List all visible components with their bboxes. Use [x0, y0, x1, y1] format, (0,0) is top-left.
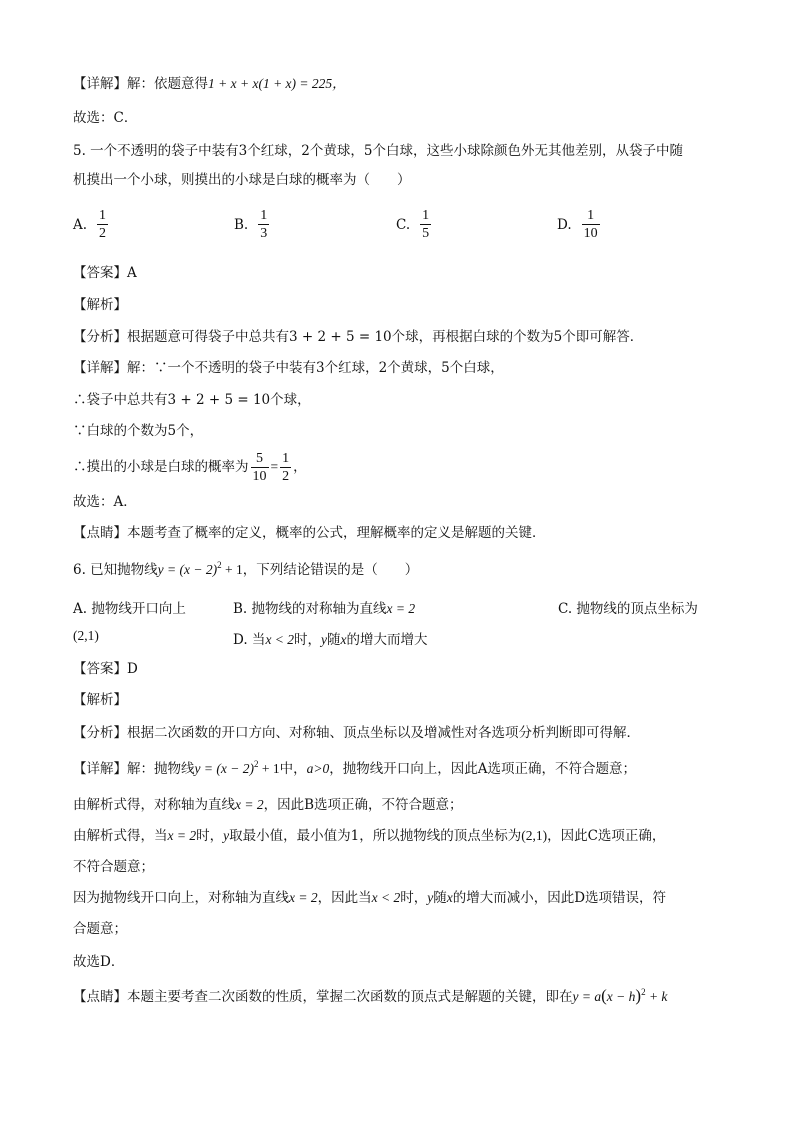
prev-detail-line: [73, 74, 346, 94]
q6-detail3: [73, 826, 665, 846]
option-text: 时，: [294, 632, 322, 648]
dianjing-tag: 【点睛】: [73, 525, 127, 541]
detail-text: 时，: [196, 828, 224, 844]
detail-text: ，因此C选项正确，: [547, 828, 666, 844]
fraction-five-tenths: [251, 450, 269, 485]
q6-option-c: C. 抛物线的顶点坐标为: [558, 601, 698, 617]
dianjing-text: 本题考查了概率的定义，概率的公式，理解概率的定义是解题的关键．: [127, 525, 546, 541]
function: y = (x − 2): [157, 562, 218, 577]
vertex-coordinate: (2,1): [73, 628, 99, 643]
fenxi-text: 根据二次函数的开口方向、对称轴、顶点坐标以及增减性对各选项分析判断即可得解．: [127, 725, 640, 741]
q6-analysis-tag: 【解析】: [73, 692, 127, 708]
numerator: 1: [587, 208, 595, 223]
option-text: 的增大而增大: [346, 632, 428, 648]
option-math: x = 2: [386, 601, 416, 616]
vertex-form-inner: x − h: [606, 989, 636, 1004]
detail-text: 解：依题意得: [127, 76, 208, 92]
detail-tag: 【详解】: [73, 761, 127, 777]
option-text: D. 当: [233, 632, 266, 648]
paren-close: ): [635, 986, 642, 1005]
vertex-form: y = a: [572, 989, 602, 1004]
exponent: 2: [641, 987, 646, 997]
var-y: y: [223, 828, 230, 843]
condition-a: a>0: [306, 761, 330, 776]
stem-text-tail: ，下列结论错误的是（ ）: [242, 562, 419, 578]
prev-conclusion: 故选：C．: [73, 110, 138, 126]
detail-text: 解：∵一个不透明的袋子中装有3个红球，2个黄球，5个白球，: [127, 360, 504, 376]
answer-value: A: [127, 265, 137, 281]
numerator: 1: [282, 451, 290, 466]
detail-text: 解：抛物线: [127, 761, 195, 777]
paren-open: (: [601, 986, 607, 1005]
dianjing-text: 本题主要考查二次函数的性质，掌握二次函数的顶点式是解题的关键，即在: [127, 989, 573, 1005]
q5-fenxi: [73, 327, 643, 347]
detail-text: 时，: [400, 890, 428, 906]
q5-detail2: ∴袋子中总共有3 + 2 + 5 = 10个球，: [73, 392, 311, 408]
q5-analysis-tag: 【解析】: [73, 297, 127, 313]
q6-option-d: [233, 628, 428, 648]
vertex-coordinate: (2,1): [521, 828, 548, 843]
denominator: 10: [583, 226, 598, 241]
equals-sign: =: [270, 459, 279, 474]
q6-answer: [73, 659, 138, 679]
detail-text: 由解析式得，对称轴为直线: [73, 797, 235, 813]
q5-answer: [73, 263, 137, 283]
numerator: 5: [256, 451, 263, 466]
answer-tag: 【答案】: [73, 661, 127, 677]
detail-text: 中，: [279, 761, 307, 777]
answer-value: D: [127, 661, 138, 677]
fenxi-tag: 【分析】: [73, 725, 127, 741]
option-text: B. 抛物线的对称轴为直线: [233, 601, 387, 617]
q6-fenxi: [73, 723, 640, 743]
detail-text: 因为抛物线开口向上，对称轴为直线: [73, 890, 289, 906]
detail-text: ，抛物线开口向上，因此A选项正确，不符合题意；: [329, 761, 636, 777]
q6-detail4-continued: 合题意；: [73, 921, 127, 937]
q6-detail3-continued: 不符合题意；: [73, 859, 154, 875]
detail-tag: 【详解】: [73, 76, 127, 92]
detail-text: 随: [433, 890, 447, 906]
detail-text: 由解析式得，当: [73, 828, 168, 844]
dianjing-tag: 【点睛】: [73, 989, 127, 1005]
q5-conclusion: 故选：A．: [73, 494, 137, 510]
q5-detail3: ∵白球的个数为5个，: [73, 423, 204, 439]
punctuation: ，: [293, 459, 307, 475]
q5-detail4: [73, 445, 307, 489]
function-tail: + 1: [258, 761, 280, 776]
detail-math: x < 2: [371, 890, 401, 905]
option-fraction: [420, 207, 431, 242]
option-fraction: [582, 207, 600, 242]
denominator: 2: [99, 226, 107, 241]
denominator: 5: [422, 226, 430, 241]
detail-text: ∴摸出的小球是白球的概率为: [73, 459, 249, 475]
option-label: C.: [396, 216, 411, 233]
function-tail: + 1: [221, 562, 243, 577]
denominator: 3: [260, 226, 268, 241]
stem-text: 6. 已知抛物线: [73, 562, 158, 578]
q5-stem-line1: 5. 一个不透明的袋子中装有3个红球，2个黄球，5个白球，这些小球除颜色外无其他差别，从袋子中随: [73, 143, 683, 159]
fenxi-tag: 【分析】: [73, 329, 127, 345]
q5-option-b: [234, 207, 271, 242]
function: y = (x − 2): [194, 761, 254, 776]
detail-tag: 【详解】: [73, 360, 127, 376]
detail-text: ，因此当: [317, 890, 372, 906]
q5-option-a: [73, 207, 110, 242]
fenxi-text: 根据题意可得袋子中总共有3 + 2 + 5 = 10个球，再根据白球的个数为5个即可解答．: [127, 329, 644, 345]
q6-conclusion: 故选D．: [73, 954, 125, 970]
exponent: 2: [217, 560, 222, 570]
denominator: 10: [252, 469, 267, 484]
q6-detail2: [73, 795, 463, 815]
vertex-form-tail: + k: [645, 989, 668, 1004]
denominator: 2: [282, 469, 290, 484]
option-fraction: [258, 207, 269, 242]
q6-stem: [73, 560, 418, 580]
q6-option-c-continued: [73, 628, 99, 644]
q6-option-b: [233, 597, 415, 617]
detail-text: 的增大而减小，因此D选项错误，符: [452, 890, 667, 906]
option-label: A.: [73, 216, 88, 233]
q6-dianjing: [73, 986, 667, 1007]
option-text: 随: [327, 632, 341, 648]
detail-math: x = 2: [289, 890, 318, 905]
q5-dianjing: [73, 523, 546, 543]
detail-math: x = 2: [235, 797, 264, 812]
numerator: 1: [422, 208, 430, 223]
option-label: B.: [234, 216, 249, 233]
q6-detail4: [73, 888, 666, 908]
option-fraction: [97, 207, 108, 242]
option-label: D.: [557, 216, 572, 233]
var-x: x: [340, 632, 347, 647]
exponent: 2: [253, 759, 259, 769]
option-math: x < 2: [265, 632, 295, 647]
detail-text: ，因此B选项正确，不符合题意；: [263, 797, 463, 813]
q6-option-a: A. 抛物线开口向上: [73, 601, 186, 617]
q5-option-d: [557, 207, 602, 242]
var-y: y: [321, 632, 328, 647]
detail-math: x = 2: [167, 828, 197, 843]
detail-text: 取最小值，最小值为1，所以抛物线的顶点坐标为: [229, 828, 522, 844]
answer-tag: 【答案】: [73, 265, 127, 281]
q5-detail1: [73, 358, 504, 378]
fraction-one-half: [280, 450, 291, 485]
var-x: x: [446, 890, 453, 905]
q6-detail1: [73, 759, 636, 779]
equation: 1 + x + x(1 + x) = 225，: [208, 76, 346, 91]
q5-stem-line2: 机摸出一个小球，则摸出的小球是白球的概率为（ ）: [73, 172, 411, 188]
var-y: y: [427, 890, 434, 905]
numerator: 1: [260, 208, 268, 223]
q5-option-c: [396, 207, 433, 242]
numerator: 1: [99, 208, 107, 223]
